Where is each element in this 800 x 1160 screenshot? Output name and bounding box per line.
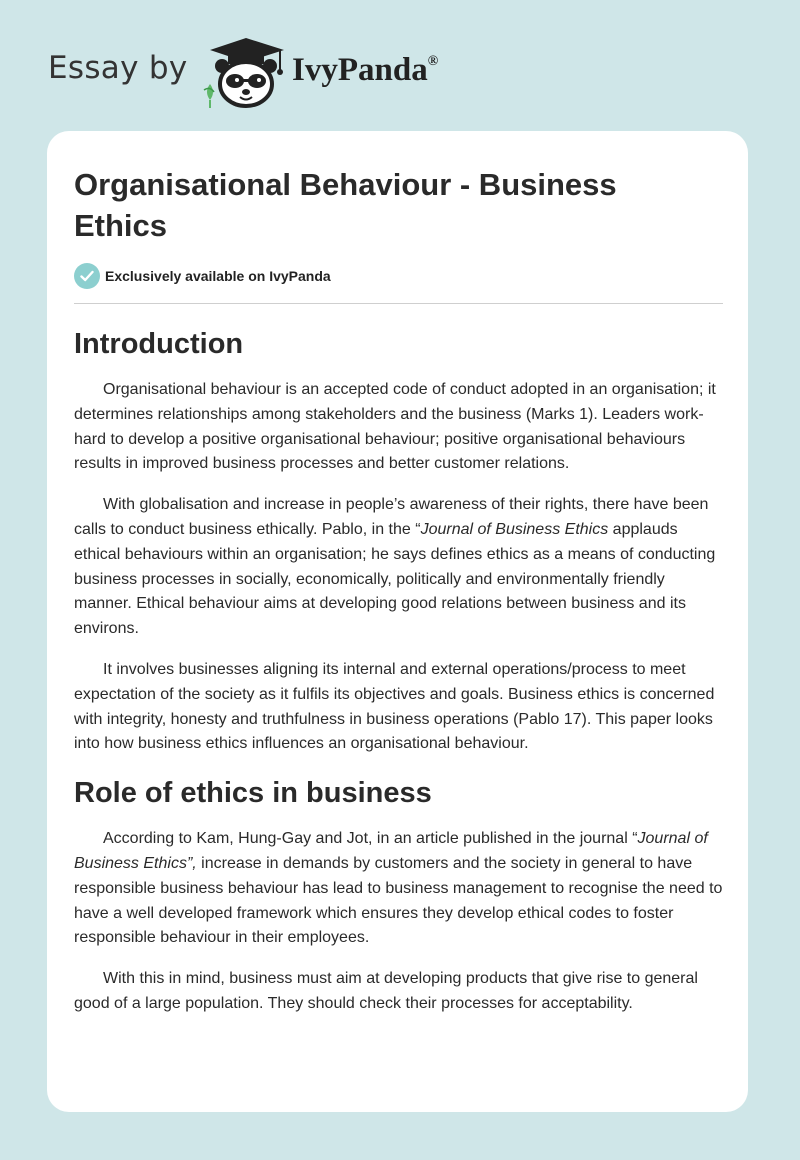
badge-text: Exclusively available on IvyPanda	[105, 268, 331, 284]
essay-card	[47, 131, 748, 1112]
journal-title: Journal of Business Ethics	[420, 520, 609, 538]
exclusive-badge	[74, 263, 331, 289]
registered-mark: ®	[427, 54, 439, 69]
journal-title: Journal of Business Ethics”,	[74, 830, 708, 872]
paragraph-text: increase in demands by customers and the society in general to have responsible business behaviour has lead to business management to recognise the need to have a well developed framework which ensures they develop ethical codes to foster responsible behaviour in their employees.	[74, 854, 723, 947]
brand-name-text: IvyPanda	[292, 52, 428, 88]
section-heading-introduction: Introduction	[74, 328, 244, 360]
divider	[74, 303, 723, 304]
site-header	[0, 0, 800, 130]
check-circle-icon	[74, 263, 100, 289]
paragraph: Organisational behaviour is an accepted code of conduct adopted in an organisation; it determines relationships among stakeholders and the business (Marks 1). Leaders work-hard to develop a positive organisational behaviour; positive organisational behaviours results in improved business processes and better customer relations.	[74, 381, 716, 473]
paragraph-text: According to Kam, Hung-Gay and Jot, in an article published in the journal “	[103, 830, 638, 848]
paragraph: With this in mind, business must aim at developing products that give rise to general good of a large population. They should check their processes for acceptability.	[74, 970, 698, 1012]
paragraph	[74, 493, 726, 642]
essay-by-label: Essay by	[48, 50, 188, 86]
paragraph	[74, 827, 726, 951]
paragraph-text: applauds ethical behaviours within an organisation; he says defines ethics as a means of conducting business processes in socially, economically, politically and environmentally friendly manner. Ethical behaviour aims at developing good relations between business and its environs.	[74, 520, 716, 638]
paragraph: It involves businesses aligning its internal and external operations/process to meet expectation of the society as it fulfils its objectives and goals. Business ethics is concerned with integrity, honesty and truthfulness in business operations (Pablo 17). This paper looks into how business ethics influences an organisational behaviour.	[74, 660, 715, 753]
page-title: Organisational Behaviour - Business Ethics	[74, 167, 617, 243]
section-heading-role-of-ethics: Role of ethics in business	[74, 777, 432, 810]
paragraph-text: With globalisation and increase in people’s awareness of their rights, there have been calls to conduct business ethically. Pablo, in the “	[74, 496, 709, 538]
essay-body	[74, 326, 726, 1033]
brand-name[interactable]	[292, 52, 438, 89]
panda-logo-icon[interactable]	[200, 34, 292, 110]
